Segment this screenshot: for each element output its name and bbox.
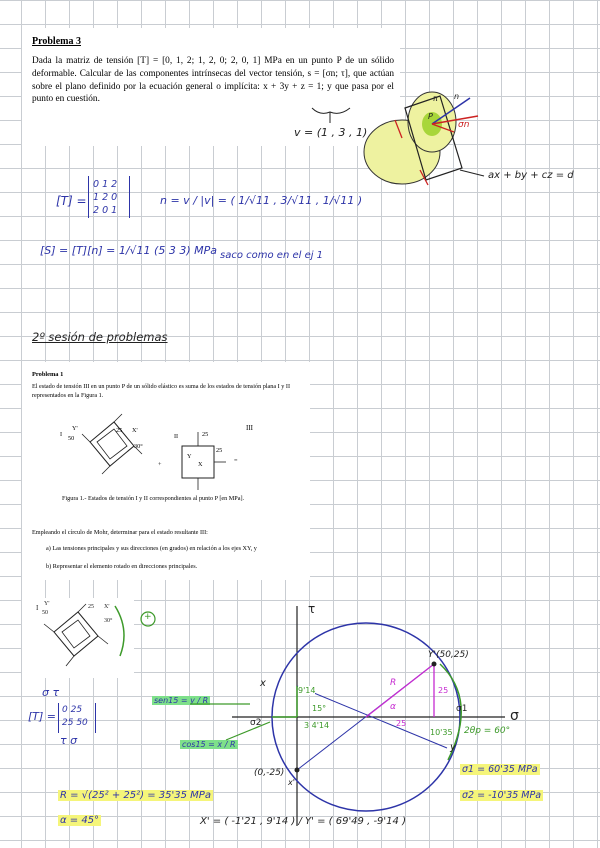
fig-label-25b: 25 [202,431,209,438]
vector-v: v = (1 , 3 , 1) [294,126,368,139]
small-label-I: I [36,604,39,612]
value-15deg: 15° [312,704,327,713]
fig-label-III: III [246,424,253,432]
small-label-30: 30° [104,618,113,624]
label-y: y [450,742,456,753]
value-1035: 10'35 [430,728,453,737]
s-note: saco como en el ej 1 [220,250,324,261]
small-label-25: 25 [88,604,94,610]
fig-label-X: X [198,461,203,468]
label-sigma-n: σn [458,120,470,130]
figure-caption: Figura 1.- Estados de tensión I y II correspondientes al punto P [en MPa]. [62,495,245,502]
axis-sigma: σ [510,708,519,724]
T-row-1: 0 1 2 [93,179,118,190]
small-label-X1: X' [104,604,110,610]
fig-label-Y1: Y' [72,425,78,432]
fig-label-I: I [60,431,63,438]
alpha-equation-text: α = 45° [60,815,100,826]
tau-sigma-bottom: τ σ [60,734,78,747]
problem3-title: Problema 3 [32,36,81,47]
problem1-item-a: a) Las tensiones principales y sus direcciones (en grados) en relación a los ejes XY, y [46,545,257,552]
problem3-text: Dada la matriz de tensión [T] = [0, 1, 2; 1, 2, 0; 2, 0, 1] MPa en un punto P de un sólido deformable. Calcular de las componentes intrínsecas del vector tensión, s = [σn; τ], que actúan sobre el plano definido por la ecuación general o implícita: x + 3y + z = 1; y que pasa por el punto en cuestión. [32,56,394,105]
plane-equation: ax + by + cz = d [488,170,574,181]
T-label: [T] = [56,194,87,208]
label-pi: π [433,94,438,103]
fig-label-Y: Y [187,453,192,460]
fig-label-eq: = [234,457,238,464]
sin-equation-text: sen15 = y / R [154,696,209,705]
session-title: 2º sesión de problemas [32,330,168,344]
sigma2-value-text: σ2 = -10'35 MPa [462,790,542,801]
R-equation-text: R = √(25² + 25²) = 35'35 MPa [60,790,211,801]
problem1-title: Problema 1 [32,371,64,378]
sigma2-label: σ2 [250,718,262,728]
two-theta-p: 2θp = 60° [464,726,511,736]
plus-sign: + [144,612,152,622]
fig-label-II: II [174,433,179,440]
small-label-Y1: Y' [44,601,50,607]
value-25-vertical: 25 [438,686,449,695]
sigma1-value [460,764,540,775]
fig-label-X1: X' [132,427,138,434]
radius-R [366,664,434,717]
sigma2-value [460,790,543,801]
fig-label-25a: 25 [116,427,123,434]
fig-label-50: 50 [68,435,75,442]
label-P: P [428,112,433,121]
sigma-tau-top: σ τ [42,686,60,699]
label-x-prime: x' [288,778,295,787]
T2-row-2: 25 50 [62,718,88,728]
sigma1-value-text: σ1 = 60'35 MPa [462,764,538,775]
T-label-bottom: [T] = [28,710,57,723]
sigma1-label: σ1 [456,704,468,714]
point-X: (0,-25) [254,768,285,778]
problem1-intro: El estado de tensión III en un punto P de un sólido elástico es suma de los estados de tensión plana I y II representados en la Figura 1. [32,383,291,399]
small-label-50: 50 [42,610,48,616]
label-alpha: α [390,702,396,712]
T-row-3: 2 0 1 [93,205,118,216]
fig-label-25c: 25 [216,447,223,454]
label-x: x [260,678,266,689]
point-Y: Y'(50,25) [428,650,469,660]
label-R: R [390,678,397,688]
problem1-item-b: b) Representar el elemento rotado en direcciones principales. [46,563,198,570]
fig-label-30: 30° [134,443,143,450]
cos-equation-text: cos15 = x / R [182,740,236,749]
T2-row-1: 0 25 [62,705,83,715]
fig-label-plus: + [158,461,162,468]
value-3414: 3 4'14 [304,721,330,730]
n-definition: n = v / |v| = ( 1/√11 , 3/√11 , 1/√11 ) [160,194,363,207]
value-25-horizontal: 25 [396,719,407,728]
problem1-task: Empleando el círculo de Mohr, determinar para el estado resultante III: [32,529,208,536]
T-row-2: 1 2 0 [93,192,118,203]
xy-prime-coords: X' = ( -1'21 , 9'14 ) / Y' = ( 69'49 , -9'14 ) [200,816,406,827]
axis-tau: τ [308,602,316,616]
label-n: n [454,92,460,101]
value-914: 9'14 [298,686,316,695]
s-definition: [S] = [T][n] = 1/√11 (5 3 3) MPa [40,244,217,257]
